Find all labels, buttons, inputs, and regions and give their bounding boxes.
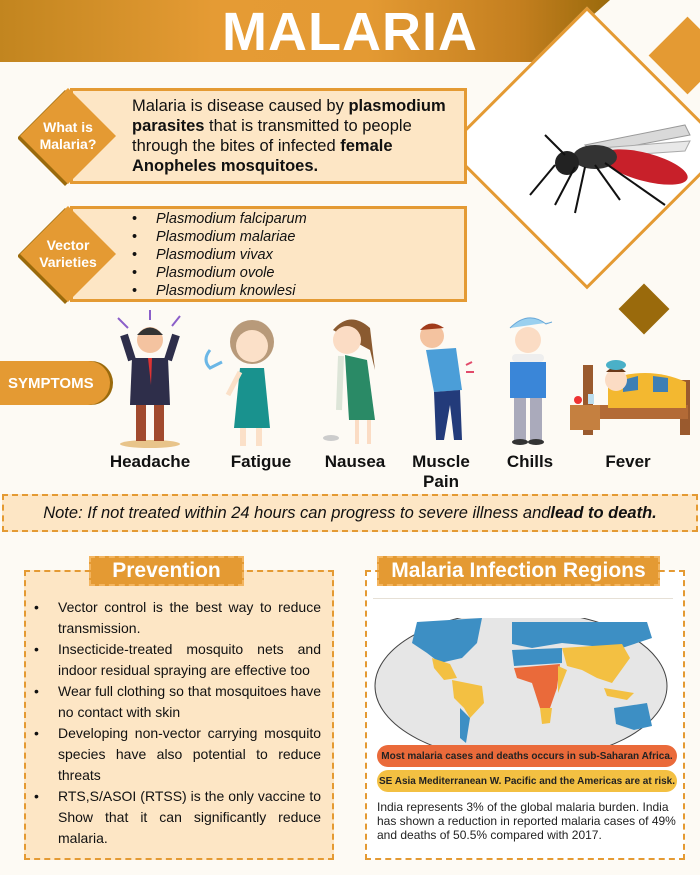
what-is-malaria-badge	[18, 86, 118, 186]
page-title: MALARIA	[222, 2, 478, 62]
list-item: • Developing non-vector carrying mosquito species have also potential to reduce threats	[34, 723, 321, 786]
prevention-list	[34, 597, 321, 849]
at-risk-regions-banner: SE Asia Mediterranean W. Pacific and the Americas are at risk.	[377, 770, 677, 792]
india-summary-text: India represents 3% of the global malaria burden. India has shown a reduction in reported malaria cases of 49% and deaths of 50.5% compared with 2017.	[377, 800, 676, 842]
what-is-malaria-text: Malaria is disease caused by plasmodium parasites that is transmitted to people through the bites of infected female Anopheles mosquitoes.	[132, 97, 446, 175]
warning-note: Note: If not treated within 24 hours can progress to severe illness and lead to death.	[2, 494, 698, 532]
vector-varieties-label: Vector Varieties	[39, 237, 97, 270]
mosquito-icon	[525, 105, 695, 215]
list-item: • Plasmodium malariae	[132, 228, 307, 246]
list-item: • Plasmodium falciparum	[132, 210, 307, 228]
chills-person-icon	[498, 310, 558, 450]
fatigue-person-icon	[200, 310, 290, 450]
symptom-label-nausea: Nausea	[324, 452, 386, 471]
vector-varieties-list	[132, 210, 307, 300]
vector-varieties-badge	[18, 204, 118, 304]
symptom-label-fever: Fever	[605, 452, 651, 471]
fever-person-in-bed-icon	[568, 310, 693, 450]
world-map-icon	[372, 608, 670, 748]
infection-regions-title: Malaria Infection Regions	[377, 556, 660, 586]
list-item: • Plasmodium vivax	[132, 246, 307, 264]
prevention-title: Prevention	[89, 556, 244, 586]
list-item: • Plasmodium knowlesi	[132, 282, 307, 300]
list-item: • RTS,S/ASOI (RTSS) is the only vaccine to Show that it can significantly reduce malaria.	[34, 786, 321, 849]
muscle-pain-person-icon	[410, 310, 480, 450]
symptom-label-fatigue: Fatigue	[230, 452, 292, 471]
list-item: • Plasmodium ovole	[132, 264, 307, 282]
list-item: • Insecticide-treated mosquito nets and indoor residual spraying are effective too	[34, 639, 321, 681]
divider	[373, 598, 673, 599]
symptom-label-headache: Headache	[109, 452, 191, 471]
symptom-label-muscle-pain: Muscle Pain	[412, 452, 470, 491]
headache-person-icon	[110, 310, 190, 450]
symptom-label-chills: Chills	[506, 452, 554, 471]
symptoms-label: SYMPTOMS	[0, 361, 110, 405]
list-item: • Vector control is the best way to reduce transmission.	[34, 597, 321, 639]
nausea-person-icon	[315, 310, 395, 450]
what-is-malaria-label: What is Malaria?	[39, 119, 97, 152]
sub-saharan-africa-banner: Most malaria cases and deaths occurs in sub-Saharan Africa.	[377, 745, 677, 767]
list-item: • Wear full clothing so that mosquitoes have no contact with skin	[34, 681, 321, 723]
